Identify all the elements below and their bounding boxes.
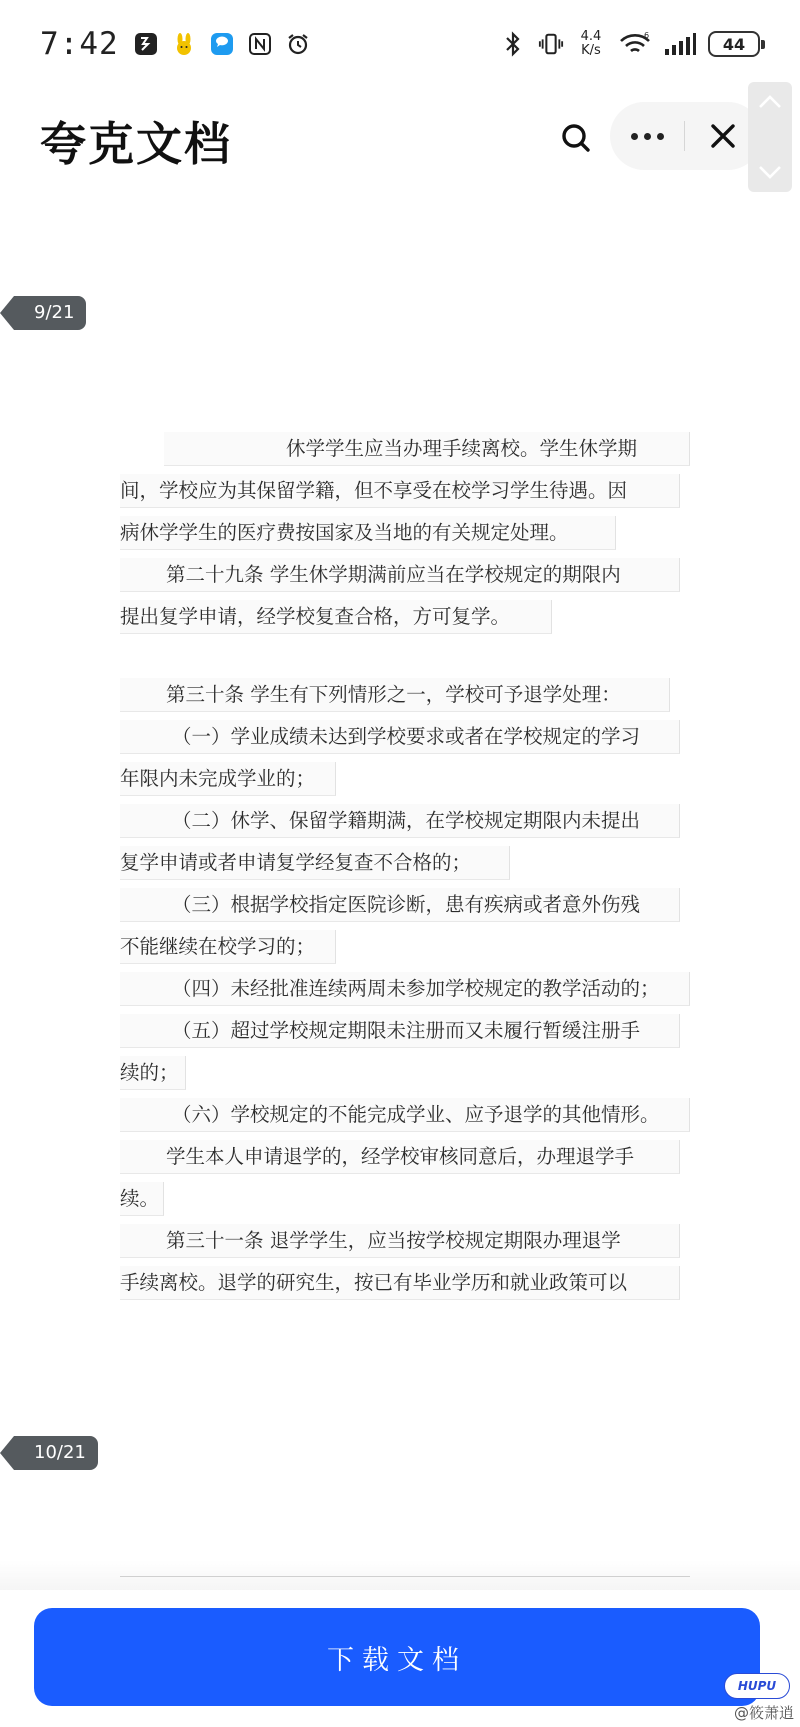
doc-line: 病休学学生的医疗费按国家及当地的有关规定处理。 <box>120 516 616 550</box>
doc-line: 第三十条 学生有下列情形之一，学校可予退学处理： <box>120 678 670 712</box>
hupu-logo: HUPU <box>724 1673 790 1699</box>
app-header <box>0 88 800 188</box>
vibrate-icon <box>538 31 564 57</box>
download-document-button[interactable]: 下载文档 <box>34 1608 760 1706</box>
doc-line: 第三十一条 退学学生，应当按学校规定期限办理退学 <box>120 1224 680 1258</box>
more-dot-icon <box>657 133 664 140</box>
doc-line: （三）根据学校指定医院诊断，患有疾病或者意外伤残 <box>120 888 680 922</box>
doc-line: 第二十九条 学生休学期满前应当在学校规定的期限内 <box>120 558 680 592</box>
system-status-icons <box>500 30 760 58</box>
doc-line: 续的； <box>120 1056 186 1090</box>
more-dot-icon <box>644 133 651 140</box>
doc-line: 休学学生应当办理手续离校。学生休学期 <box>164 432 690 466</box>
doc-line: 手续离校。退学的研究生，按已有毕业学历和就业政策可以 <box>120 1266 680 1300</box>
svg-text:6: 6 <box>644 31 650 40</box>
chevron-up-icon[interactable] <box>757 94 783 110</box>
page-indicator-current: 9/21 <box>14 296 86 330</box>
nfc-icon <box>247 31 273 57</box>
doc-line: （一）学业成绩未达到学校要求或者在学校规定的学习 <box>120 720 680 754</box>
network-speed <box>576 30 606 58</box>
search-button[interactable] <box>556 118 596 158</box>
doc-line: 提出复学申请，经学校复查合格，方可复学。 <box>120 600 552 634</box>
bluetooth-icon <box>500 31 526 57</box>
doc-line: （五）超过学校规定期限未注册而又未履行暂缓注册手 <box>120 1014 680 1048</box>
more-button[interactable] <box>610 102 684 170</box>
page-scroll-control[interactable] <box>748 82 792 192</box>
doc-line: （六）学校规定的不能完成学业、应予退学的其他情形。 <box>120 1098 690 1132</box>
close-icon <box>710 123 736 149</box>
rabbit-app-icon <box>171 31 197 57</box>
battery-indicator: 44 <box>708 31 760 57</box>
miniprogram-capsule <box>610 102 762 170</box>
network-speed-unit: K/s <box>581 43 601 58</box>
more-dot-icon <box>631 133 638 140</box>
doc-line: （四）未经批准连续两周未参加学校规定的教学活动的； <box>120 972 690 1006</box>
doc-line: （二）休学、保留学籍期满，在学校规定期限内未提出 <box>120 804 680 838</box>
doc-line: 复学申请或者申请复学经复查不合格的； <box>120 846 510 880</box>
doc-line: 续。 <box>120 1182 164 1216</box>
app-notification-icon <box>133 31 159 57</box>
doc-line: 年限内未完成学业的； <box>120 762 336 796</box>
watermark-text: @筱萧逍 <box>733 1704 794 1722</box>
next-page-edge <box>120 1576 690 1577</box>
status-time: 7:42 <box>40 26 119 62</box>
wifi-icon <box>618 31 652 57</box>
status-bar <box>0 0 800 88</box>
download-bar <box>0 1590 800 1727</box>
app-title: 夸克文档 <box>40 117 232 171</box>
signal-icon <box>664 31 696 57</box>
network-speed-value: 4.4 <box>580 29 602 44</box>
doc-line: 学生本人申请退学的，经学校审核同意后，办理退学手 <box>120 1140 680 1174</box>
search-icon <box>559 121 593 155</box>
chevron-down-icon[interactable] <box>757 164 783 180</box>
message-app-icon <box>209 31 235 57</box>
doc-line: 不能继续在校学习的； <box>120 930 336 964</box>
page-indicator-next: 10/21 <box>14 1436 98 1470</box>
doc-line: 间，学校应为其保留学籍，但不享受在校学习学生待遇。因 <box>120 474 680 508</box>
alarm-icon <box>285 31 311 57</box>
notification-icons <box>133 31 311 57</box>
